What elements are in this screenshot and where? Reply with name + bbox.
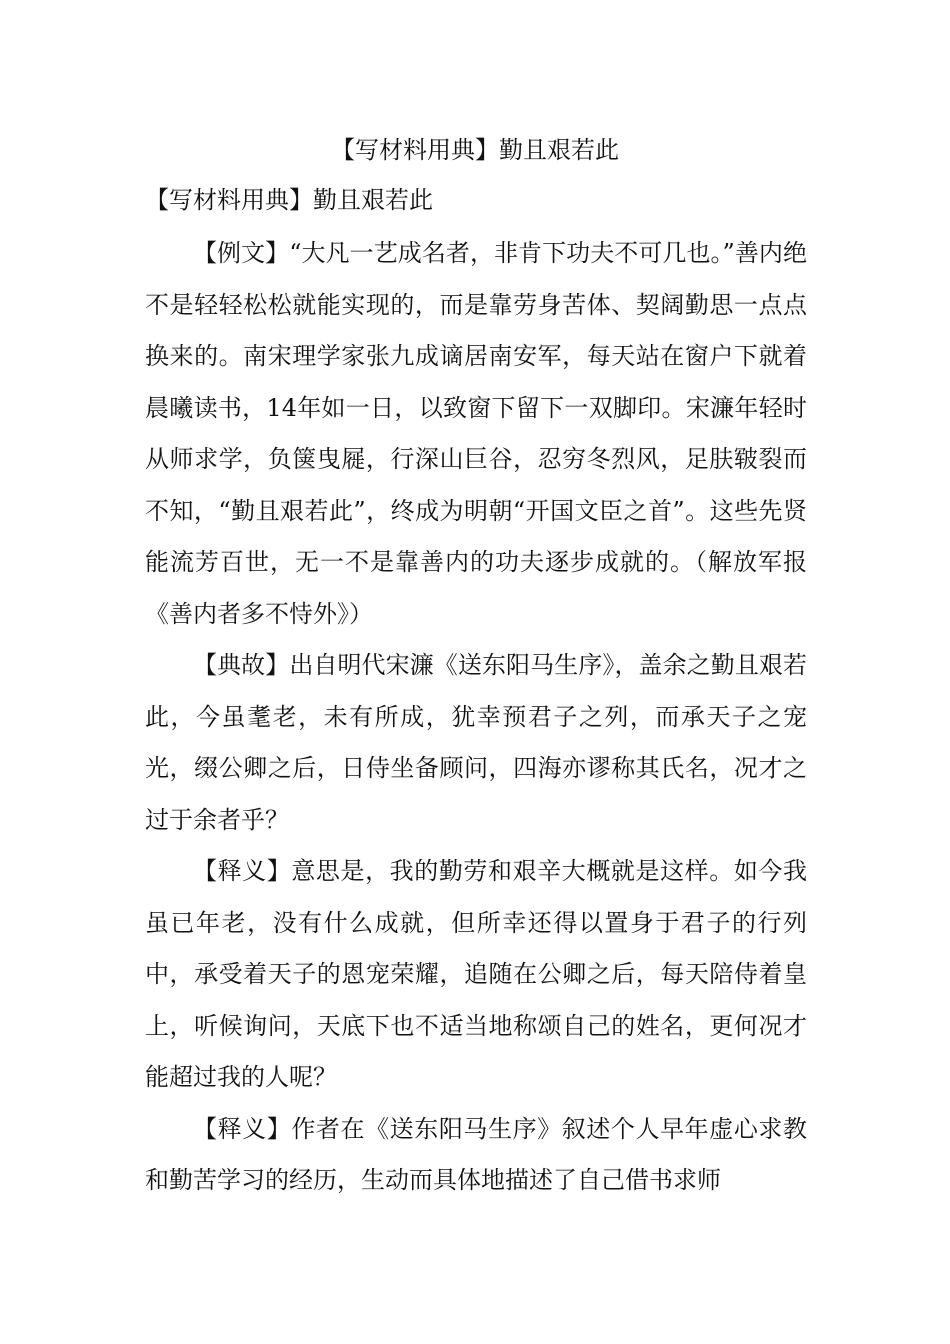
paragraph-allusion: 【典故】出自明代宋濂《送东阳马生序》，盖余之勤且艰若此，今虽耄老，未有所成，犹幸预君子之列，而承天子之宠光，缀公卿之后，日侍坐备顾问，四海亦谬称其氏名，况才之过于余者乎？ xyxy=(145,651,807,834)
paragraph-example: 【例文】“大凡一艺成名者，非肯下功夫不可几也。”善内绝不是轻轻松松就能实现的，而是靠劳身苦体、契阔勤思一点点换来的。南宋理学家张九成谪居南安军，每天站在窗户下就着晨曦读书，14年如一日，以致窗下留下一双脚印。宋濂年轻时从师求学，负箧曳屣，行深山巨谷，忍穷冬烈风，足肤皲裂而不知，“勤且艰若此”，终成为明朝“开国文臣之首”。这些先贤能流芳百世，无一不是靠善内的功夫逐步成就的。（解放军报《善内者多不恃外》） xyxy=(145,239,807,628)
document-body xyxy=(145,228,807,1207)
document-title: 【写材料用典】勤且艰若此 xyxy=(331,136,619,164)
paragraph-interpretation: 【释义】意思是，我的勤劳和艰辛大概就是这样。如今我虽已年老，没有什么成就，但所幸还得以置身于君子的行列中，承受着天子的恩宠荣耀，追随在公卿之后，每天陪侍着皇上，听候询问，天底下也不适当地称颂自己的姓名，更何况才能超过我的人呢？ xyxy=(145,857,807,1091)
paragraph-interpretation-2: 【释义】作者在《送东阳马生序》叙述个人早年虚心求教和勤苦学习的经历，生动而具体地描述了自己借书求师 xyxy=(145,1114,807,1194)
document-subtitle: 【写材料用典】勤且艰若此 xyxy=(145,186,433,214)
